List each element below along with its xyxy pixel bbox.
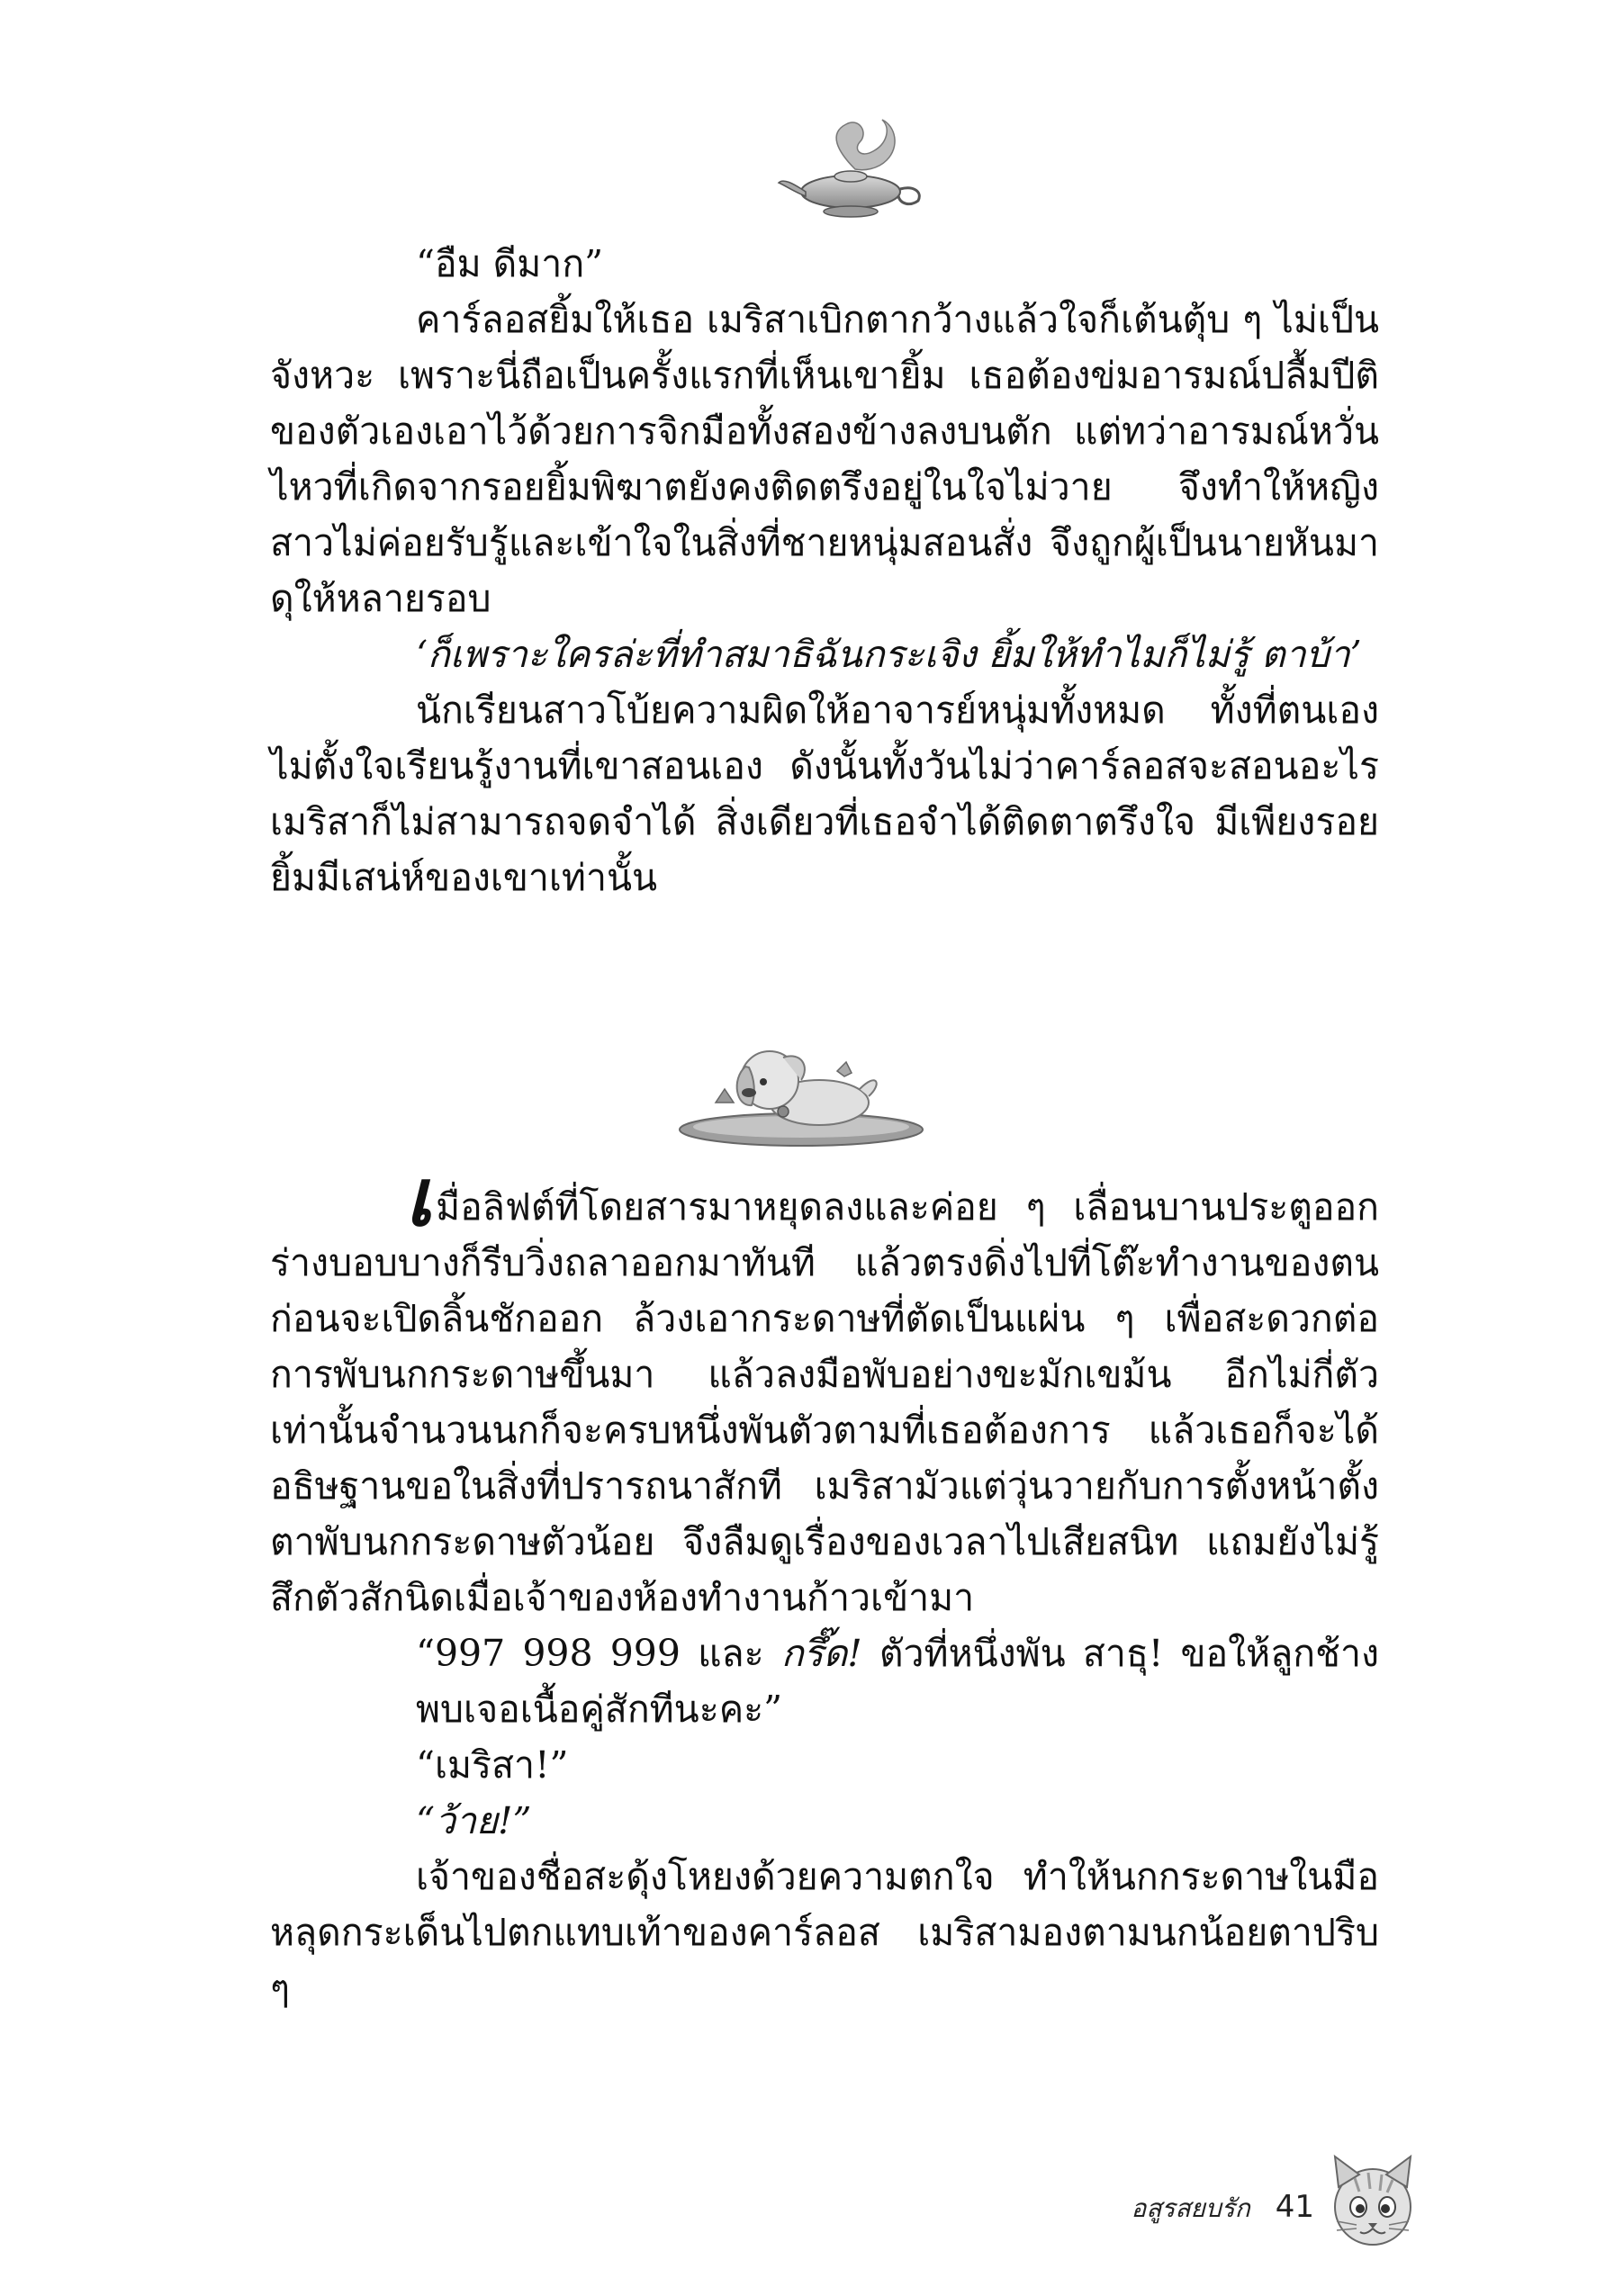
dialogue-line [270, 1625, 1379, 1737]
paragraph: เจ้าของชื่อสะดุ้งโหยงด้วยความตกใจ ทำให้นกกระดาษในมือหลุดกระเด็นไปตกแทบเท้าของคาร์ลอส เมริสามองตามนกน้อยตาปริบ ๆ [270, 1855, 1379, 2010]
paragraph: นักเรียนสาวโบ้ยความผิดให้อาจารย์หนุ่มทั้งหมด ทั้งที่ตนเองไม่ตั้งใจเรียนรู้งานที่เขาสอนเอง ดังนั้นทั้งวันไม่ว่าคาร์ลอสจะสอนอะไรเมริสาก็ไม่สามารถจดจำได้ สิ่งเดียวที่เธอจำได้ติดตาตรึงใจ มีเพียงรอยยิ้มมีเสน่ห์ของเขาเท่านั้น [270, 689, 1379, 899]
paragraph-text: มื่อลิฟต์ที่โดยสารมาหยุดลงและค่อย ๆ เลื่อนบานประตูออก ร่างบอบบางก็รีบวิ่งถลาออกมาทันที แล้วตรงดิ่งไปที่โต๊ะทำงานของตน ก่อนจะเปิดลิ้นชักออก ล้วงเอากระดาษที่ตัดเป็นแผ่น ๆ เพื่อสะดวกต่อการพับนกกระดาษขึ้นมา แล้วลงมือพับอย่างขะมักเขม้น อีกไม่กี่ตัวเท่านั้นจำนวนนกก็จะครบหนึ่งพันตัวตามที่เธอต้องการ แล้วเธอก็จะได้อธิษฐานขอในสิ่งที่ปรารถนาสักที เมริสามัวแต่วุ่นวายกับการตั้งหน้าตั้งตาพับนกกระดาษตัวน้อย จึงลืมดูเรื่องของเวลาไปเสียสนิท แถมยังไม่รู้สึกตัวสักนิดเมื่อเจ้าของห้องทำงานก้าวเข้ามา [270, 1185, 1379, 1619]
dialogue-line: “ว้าย!” [416, 1799, 532, 1842]
thought-line: ‘ก็เพราะใครล่ะที่ทำสมาธิฉันกระเจิง ยิ้มให้ทำไมก็ไม่รู้ ตาบ้า’ [416, 633, 1362, 676]
drop-cap: เ [405, 1151, 433, 1244]
book-title: อสูรสยบรัก [1131, 2193, 1250, 2223]
dialogue-text: ตัวที่หนึ่งพัน สาธุ! ขอให้ลูกช้างพบเจอเนื้อคู่สักทีนะคะ” [416, 1632, 1380, 1731]
puppy-illustration [666, 1017, 936, 1152]
page-number: 41 [1275, 2189, 1314, 2225]
sound-effect: กรึ๊ด! [780, 1632, 862, 1675]
main-text-part1 [270, 236, 1379, 905]
magic-lamp-icon [774, 106, 927, 223]
paragraph: คาร์ลอสยิ้มให้เธอ เมริสาเบิกตากว้างแล้วใจก็เต้นตุ้บ ๆ ไม่เป็นจังหวะ เพราะนี่ถือเป็นครั้งแรกที่เห็นเขายิ้ม เธอต้องข่มอารมณ์ปลื้มปีติของตัวเองเอาไว้ด้วยการจิกมือทั้งสองข้างลงบนตัก แต่ทว่าอารมณ์หวั่นไหวที่เกิดจากรอยยิ้มพิฆาตยังคงติดตรึงอยู่ในใจไม่วาย จึงทำให้หญิงสาวไม่ค่อยรับรู้และเข้าใจในสิ่งที่ชายหนุ่มสอนสั่ง จึงถูกผู้เป็นนายหันมาดุให้หลายรอบ [270, 298, 1379, 620]
dialogue-line: “เมริสา!” [416, 1743, 569, 1787]
cat-illustration [1319, 2151, 1427, 2259]
dialogue-text: “997 998 999 และ [416, 1632, 781, 1675]
page-footer [1008, 2189, 1314, 2228]
dialogue-line: “อืม ดีมาก” [416, 242, 604, 285]
main-text-part2 [270, 1151, 1380, 2016]
paragraph-with-dropcap [270, 1151, 1379, 1625]
